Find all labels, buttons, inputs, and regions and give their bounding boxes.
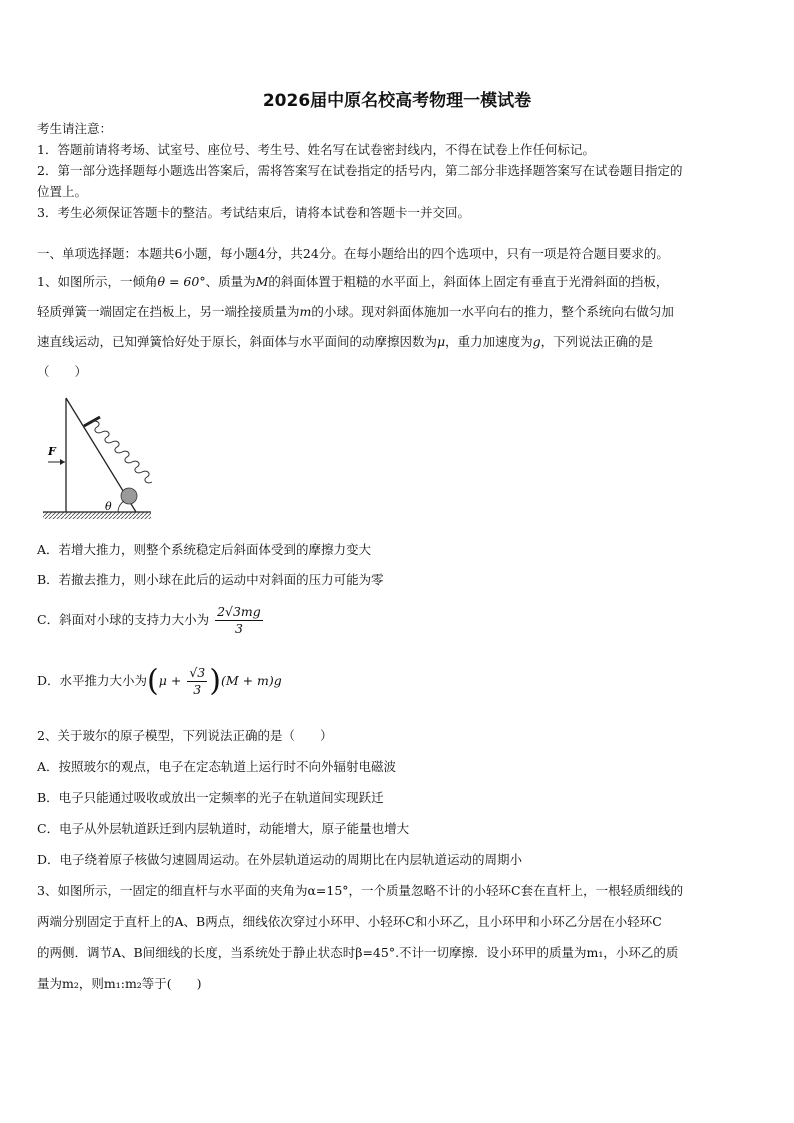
fraction-denominator: 3 (234, 621, 243, 636)
q2-option-a: A．按照玻尔的观点，电子在定态轨道上运行时不向外辐射电磁波 (37, 759, 397, 774)
section-heading: 一、单项选择题：本题共6小题，每小题4分，共24分。在每小题给出的四个选项中，只有一项是符合题目要求的。 (37, 246, 669, 261)
option-c-fraction (215, 604, 263, 637)
fraction-denominator: 3 (193, 682, 202, 697)
notice-item-2-cont: 位置上。 (37, 184, 88, 199)
q3-line-1: 3、如图所示，一固定的细直杆与水平面的夹角为α=15°，一个质量忽略不计的小轻环C套在直杆上，一根轻质细线的 (37, 883, 684, 898)
q1-text: ，下列说法正确的是 (540, 334, 654, 349)
q1-text: 的小球。现对斜面体施加一水平向右的推力，整个系统向右做匀加 (311, 304, 674, 319)
q1-option-d (37, 665, 282, 698)
notice-heading: 考生请注意： (37, 121, 113, 136)
q1-option-b: B．若撤去推力，则小球在此后的运动中对斜面的压力可能为零 (37, 572, 384, 587)
q1-text: 1、如图所示，一倾角 (37, 274, 158, 289)
notice-item-3: 3．考生必须保证答题卡的整洁。考试结束后，请将本试卷和答题卡一并交回。 (37, 205, 470, 220)
q1-option-c-label: C．斜面对小球的支持力大小为 (37, 612, 210, 627)
q1-answer-bracket: （ ） (37, 364, 88, 379)
fraction-numerator: 2√3mg (217, 604, 261, 619)
q1-option-c (37, 604, 265, 637)
force-label: F (48, 445, 56, 458)
option-d-fraction (187, 665, 207, 698)
fraction-numerator: √3 (189, 665, 206, 680)
q3-line-4: 量为m₂，则m₁:m₂等于( ) (37, 976, 202, 991)
notice-item-2: 2．第一部分选择题每小题选出答案后，需将答案写在试卷指定的括号内，第二部分非选择题答案写在试卷题目指定的 (37, 163, 683, 178)
incline-diagram (40, 388, 165, 528)
q1-line-2 (37, 304, 674, 320)
q1-text: 的斜面体置于粗糙的水平面上，斜面体上固定有垂直于光滑斜面的挡板， (268, 274, 669, 289)
q2-stem: 2、关于玻尔的原子模型，下列说法正确的是（ ） (37, 728, 333, 743)
q1-line-3 (37, 334, 653, 350)
q1-text: ，重力加速度为 (445, 334, 533, 349)
q1-text: 轻质弹簧一端固定在挡板上，另一端拴接质量为 (37, 304, 300, 319)
q3-line-3: 的两侧．调节A、B间细线的长度，当系统处于静止状态时β=45°.不计一切摩擦．设小环甲的质量为m₁，小环乙的质 (37, 945, 679, 960)
q2-option-c: C．电子从外层轨道跃迁到内层轨道时，动能增大，原子能量也增大 (37, 821, 410, 836)
theta-label: θ (105, 500, 112, 513)
q1-line-1 (37, 274, 668, 290)
notice-item-1: 1．答题前请将考场、试室号、座位号、考生号、姓名写在试卷密封线内，不得在试卷上作任何标记。 (37, 142, 595, 157)
q2-option-b: B．电子只能通过吸收或放出一定频率的光子在轨道间实现跃迁 (37, 790, 384, 805)
mass-term: (M + m)g (220, 673, 282, 688)
spring (92, 421, 152, 483)
page-title: 2026届中原名校高考物理一模试卷 (262, 91, 532, 111)
q1-g: g (532, 334, 541, 349)
q1-theta: θ = 60° (157, 274, 206, 289)
ground-hatch (43, 512, 151, 519)
force-arrowhead (60, 459, 65, 465)
q2-option-d: D．电子绕着原子核做匀速圆周运动。在外层轨道运动的周期比在内层轨道运动的周期小 (37, 852, 523, 867)
q1-option-d-label: D．水平推力大小为 (37, 673, 148, 688)
left-paren: ( (147, 663, 159, 699)
q1-mu: μ (437, 334, 446, 349)
q1-mass-M: M (255, 274, 269, 289)
q1-mass-m: m (299, 304, 312, 319)
q1-text: 速直线运动，已知弹簧恰好处于原长，斜面体与水平面间的动摩擦因数为 (37, 334, 438, 349)
incline-spring-figure (40, 388, 165, 528)
q3-line-2: 两端分别固定于直杆上的A、B两点，细线依次穿过小环甲、小轻环C和小环乙，且小环甲和小环乙分居在小轻环C (37, 914, 662, 929)
q1-option-a: A．若增大推力，则整个系统稳定后斜面体受到的摩擦力变大 (37, 542, 372, 557)
angle-arc (118, 501, 124, 512)
mu-term: μ + (158, 673, 182, 688)
q1-text: 、质量为 (205, 274, 256, 289)
right-paren: ) (209, 663, 221, 699)
